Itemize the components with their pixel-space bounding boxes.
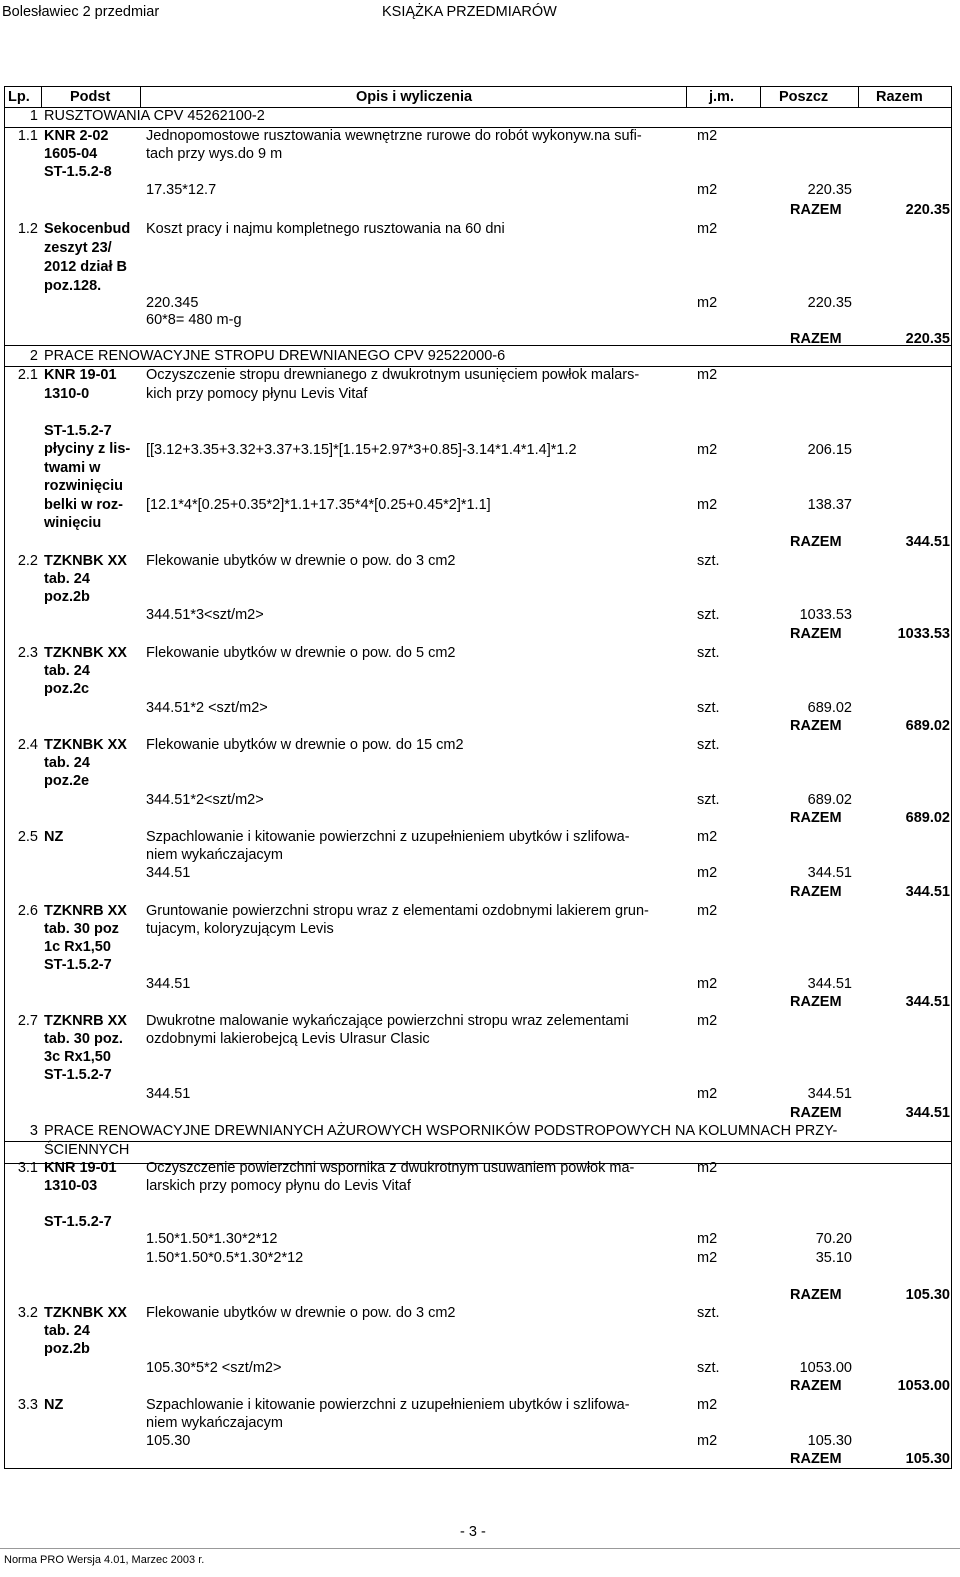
description: Jednopomostowe rusztowania wewnętrzne rurowe do robót wykonyw.na sufi- [146,128,642,144]
basis-code: ST-1.5.2-7 [44,957,112,973]
description: Oczyszczenie stropu drewnianego z dwukrotnym usunięciem powłok malars- [146,367,640,383]
item-number: 2.3 [17,645,38,661]
basis-code: TZKNBK XX [44,645,127,661]
header-divider [858,86,859,107]
description: Dwukrotne malowanie wykańczające powierzchni stropu wraz zelementami [146,1013,629,1029]
column-header-lp: Lp. [8,89,30,105]
basis-code: poz.2b [44,1341,90,1357]
basis-code: 1c Rx1,50 [44,939,111,955]
description: kich przy pomocy płynu Levis Vitaf [146,386,368,402]
partial-quantity: 220.35 [807,182,852,198]
description: Szpachlowanie i kitowanie powierzchni z uzupełnieniem ubytków i szlifowa- [146,1397,630,1413]
total-value: 344.51 [905,994,950,1010]
calculation: 1.50*1.50*0.5*1.30*2*12 [146,1250,304,1266]
total-label: RAZEM [790,1287,842,1303]
unit: m2 [697,1397,718,1413]
partial-quantity: 344.51 [807,1086,852,1102]
basis-code: KNR 19-01 [44,367,117,383]
calculation: 105.30*5*2 <szt/m2> [146,1360,282,1376]
item-number: 2.7 [17,1013,38,1029]
unit: szt. [697,553,720,569]
column-header-poszcz: Poszcz [779,89,829,105]
basis-code: tab. 24 [44,1323,90,1339]
total-value: 105.30 [905,1451,950,1467]
basis-code: winięciu [44,515,102,531]
description: Flekowanie ubytków w drewnie o pow. do 3 cm2 [146,553,456,569]
unit: szt. [697,645,720,661]
software-version: Norma PRO Wersja 4.01, Marzec 2003 r. [4,1554,205,1566]
total-label: RAZEM [790,626,842,642]
column-header-razem: Razem [876,89,923,105]
calculation: 60*8= 480 m-g [146,312,242,328]
basis-code: 2012 dział B [44,259,128,275]
total-value: 689.02 [905,810,950,826]
description: Flekowanie ubytków w drewnie o pow. do 3 cm2 [146,1305,456,1321]
basis-code: NZ [44,829,64,845]
unit: m2 [697,367,718,383]
basis-code: poz.2c [44,681,90,697]
basis-code: belki w roz- [44,497,123,513]
total-label: RAZEM [790,1451,842,1467]
calculation: [[3.12+3.35+3.32+3.37+3.15]*[1.15+2.97*3+0.85]-3.14*1.4*1.4]*1.2 [146,442,577,458]
total-value: 344.51 [905,534,950,550]
item-number: 3.2 [17,1305,38,1321]
description: Flekowanie ubytków w drewnie o pow. do 5 cm2 [146,645,456,661]
item-number: 2.1 [17,367,38,383]
item-number: 1 [29,108,38,124]
calculation: [12.1*4*[0.25+0.35*2]*1.1+17.35*4*[0.25+0.45*2]*1.1] [146,497,491,513]
total-value: 344.51 [905,884,950,900]
unit: m2 [697,442,718,458]
unit: szt. [697,792,720,808]
item-number: 2.5 [17,829,38,845]
unit: m2 [697,865,718,881]
table-bottom-border [4,1468,952,1469]
unit: m2 [697,829,718,845]
document-subtitle: KSIĄŻKA PRZEDMIARÓW [382,4,557,20]
section-title: PRACE RENOWACYJNE DREWNIANYCH AŻUROWYCH WSPORNIKÓW PODSTROPOWYCH NA KOLUMNACH PRZY- [44,1123,838,1139]
basis-code: ST-1.5.2-7 [44,1067,112,1083]
description: larskich przy pomocy płynu do Levis Vitaf [146,1178,411,1194]
basis-code: tab. 30 poz [44,921,119,937]
section-title: ŚCIENNYCH [44,1142,130,1158]
unit: m2 [697,1013,718,1029]
calculation: 105.30 [146,1433,191,1449]
basis-code: 1605-04 [44,146,98,162]
description: Flekowanie ubytków w drewnie o pow. do 15 cm2 [146,737,464,753]
basis-code: tab. 30 poz. [44,1031,123,1047]
total-value: 105.30 [905,1287,950,1303]
header-divider [140,86,141,107]
basis-code: tab. 24 [44,571,90,587]
table-left-border [4,86,5,1468]
total-label: RAZEM [790,1105,842,1121]
description: Gruntowanie powierzchni stropu wraz z elementami ozdobnymi lakierem grun- [146,903,649,919]
total-label: RAZEM [790,810,842,826]
basis-code: Sekocenbud [44,221,131,237]
item-number: 3 [29,1123,38,1139]
unit: m2 [697,497,718,513]
basis-code: TZKNRB XX [44,1013,127,1029]
basis-code: TZKNBK XX [44,737,127,753]
basis-code: TZKNRB XX [44,903,127,919]
unit: m2 [697,1250,718,1266]
partial-quantity: 689.02 [807,700,852,716]
total-value: 220.35 [905,202,950,218]
row-divider [4,1141,952,1142]
unit: szt. [697,1305,720,1321]
item-number: 1.1 [17,128,38,144]
basis-code: ST-1.5.2-7 [44,423,112,439]
unit: m2 [697,1086,718,1102]
header-divider [760,86,761,107]
unit: szt. [697,700,720,716]
column-header-jm: j.m. [709,89,734,105]
partial-quantity: 1033.53 [799,607,852,623]
calculation: 344.51*2 <szt/m2> [146,700,268,716]
total-label: RAZEM [790,718,842,734]
calculation: 344.51 [146,976,191,992]
unit: m2 [697,182,718,198]
item-number: 2.6 [17,903,38,919]
basis-code: płyciny z lis- [44,441,131,457]
unit: m2 [697,128,718,144]
basis-code: ST-1.5.2-8 [44,164,112,180]
basis-code: KNR 2-02 [44,128,109,144]
calculation: 220.345 [146,295,199,311]
total-label: RAZEM [790,1378,842,1394]
basis-code: poz.2b [44,589,90,605]
basis-code: TZKNBK XX [44,1305,127,1321]
total-label: RAZEM [790,994,842,1010]
description: niem wykańczajacym [146,1415,283,1431]
partial-quantity: 35.10 [815,1250,852,1266]
partial-quantity: 220.35 [807,295,852,311]
basis-code: rozwinięciu [44,478,123,494]
total-value: 689.02 [905,718,950,734]
basis-code: tab. 24 [44,663,90,679]
total-label: RAZEM [790,202,842,218]
basis-code: poz.128. [44,278,102,294]
unit: szt. [697,1360,720,1376]
total-label: RAZEM [790,884,842,900]
basis-code: twami w [44,460,101,476]
basis-code: NZ [44,1397,64,1413]
description: Szpachlowanie i kitowanie powierzchni z uzupełnieniem ubytków i szlifowa- [146,829,630,845]
column-header-opis: Opis i wyliczenia [356,89,473,105]
calculation: 17.35*12.7 [146,182,217,198]
header-divider [41,86,42,107]
basis-code: 1310-0 [44,386,90,402]
total-label: RAZEM [790,331,842,347]
section-title: RUSZTOWANIA CPV 45262100-2 [44,108,265,124]
item-number: 2.4 [17,737,38,753]
description: ozdobnymi lakierobejcą Levis Ulrasur Clasic [146,1031,430,1047]
section-title: PRACE RENOWACYJNE STROPU DREWNIANEGO CPV 92522000-6 [44,348,506,364]
unit: m2 [697,221,718,237]
partial-quantity: 1053.00 [799,1360,852,1376]
partial-quantity: 105.30 [807,1433,852,1449]
calculation: 344.51 [146,1086,191,1102]
calculation: 344.51 [146,865,191,881]
unit: m2 [697,1160,718,1176]
partial-quantity: 70.20 [815,1231,852,1247]
description: Koszt pracy i najmu kompletnego rusztowania na 60 dni [146,221,505,237]
partial-quantity: 344.51 [807,976,852,992]
basis-code: KNR 19-01 [44,1160,117,1176]
item-number: 1.2 [17,221,38,237]
partial-quantity: 344.51 [807,865,852,881]
footer-divider [0,1548,960,1549]
basis-code: tab. 24 [44,755,90,771]
column-header-podst: Podst [70,89,111,105]
item-number: 2 [29,348,38,364]
unit: m2 [697,1433,718,1449]
unit: m2 [697,1231,718,1247]
header-divider [686,86,687,107]
basis-code: poz.2e [44,773,90,789]
table-top-border [4,86,952,87]
unit: m2 [697,903,718,919]
unit: szt. [697,737,720,753]
partial-quantity: 206.15 [807,442,852,458]
basis-code: 3c Rx1,50 [44,1049,111,1065]
unit: m2 [697,295,718,311]
total-label: RAZEM [790,534,842,550]
description: Oczyszczenie powierzchni wspornika z dwukrotnym usuwaniem powłok ma- [146,1160,635,1176]
unit: szt. [697,607,720,623]
partial-quantity: 138.37 [807,497,852,513]
unit: m2 [697,976,718,992]
item-number: 3.1 [17,1160,38,1176]
item-number: 3.3 [17,1397,38,1413]
basis-code: ST-1.5.2-7 [44,1214,112,1230]
basis-code: 1310-03 [44,1178,98,1194]
description: tujacym, koloryzującym Levis [146,921,334,937]
basis-code: zeszyt 23/ [44,240,112,256]
total-value: 220.35 [905,331,950,347]
table-right-border [951,86,952,1468]
partial-quantity: 689.02 [807,792,852,808]
document-title: Bolesławiec 2 przedmiar [2,4,160,20]
calculation: 1.50*1.50*1.30*2*12 [146,1231,278,1247]
calculation: 344.51*3<szt/m2> [146,607,264,623]
basis-code: TZKNBK XX [44,553,127,569]
description: tach przy wys.do 9 m [146,146,283,162]
item-number: 2.2 [17,553,38,569]
description: niem wykańczajacym [146,847,283,863]
total-value: 1053.00 [897,1378,950,1394]
page-number: - 3 - [460,1524,486,1540]
calculation: 344.51*2<szt/m2> [146,792,264,808]
total-value: 344.51 [905,1105,950,1121]
total-value: 1033.53 [897,626,950,642]
